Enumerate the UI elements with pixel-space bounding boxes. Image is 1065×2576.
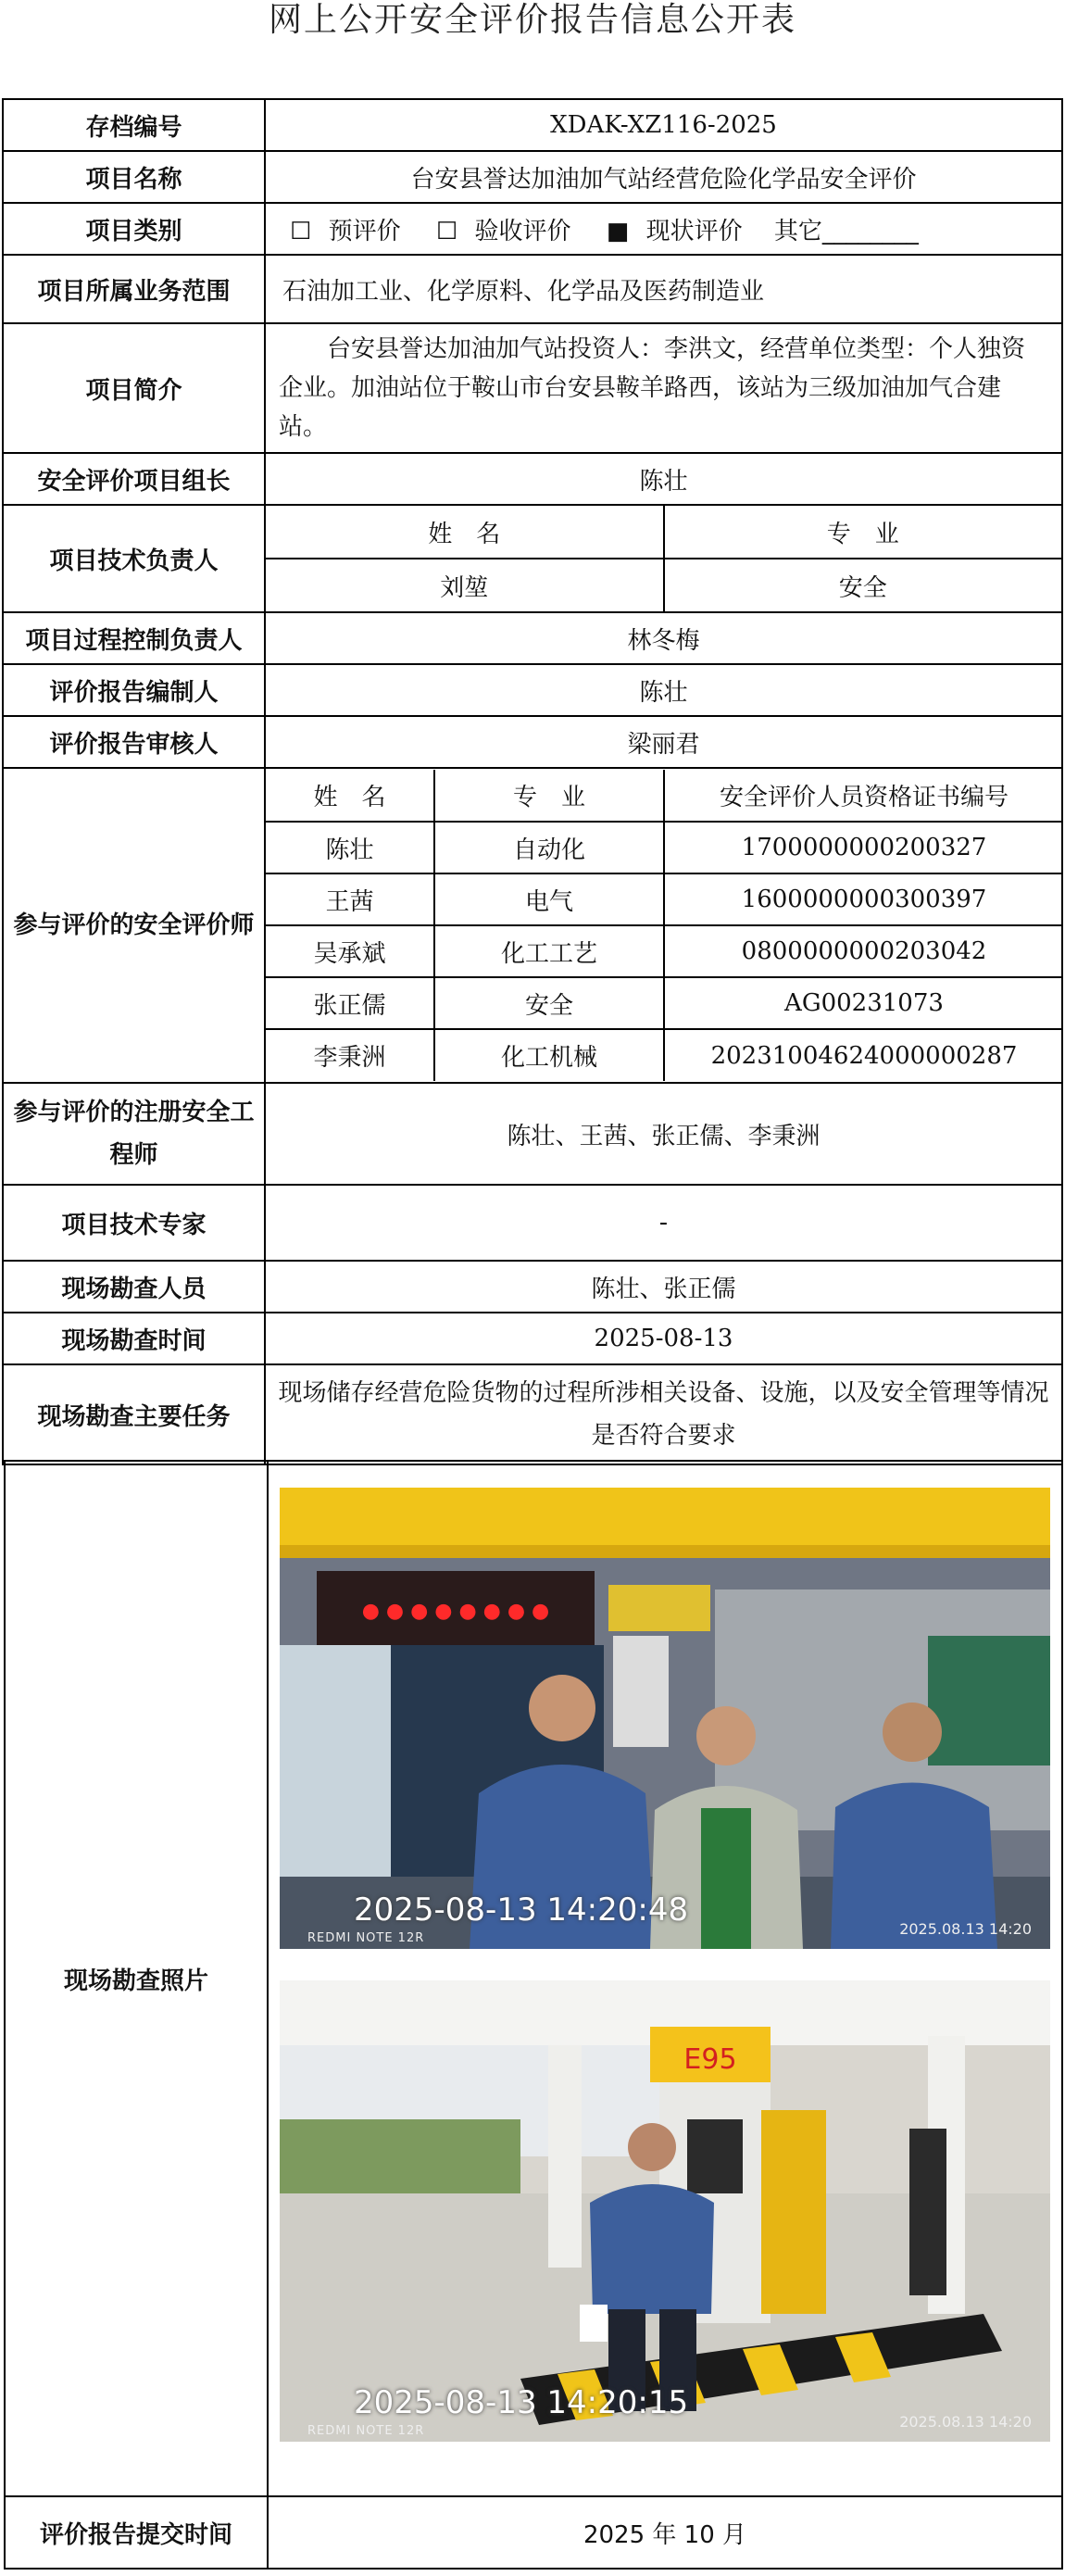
table-row (266, 1029, 1062, 1081)
tech-label: 项目技术负责人 (3, 505, 265, 612)
inspectors-value: 陈壮、张正儒 (265, 1261, 1062, 1313)
evaluator-name: 张正儒 (266, 977, 434, 1029)
tech-major: 安全 (664, 559, 1062, 611)
evaluator-major: 化工工艺 (434, 925, 664, 977)
evaluators-name-header: 姓 名 (266, 770, 434, 822)
tech-cell (265, 505, 1062, 612)
project-type-label: 项目类别 (3, 203, 265, 255)
evaluator-name: 吴承斌 (266, 925, 434, 977)
photo-2-brand: REDMI NOTE 12R (307, 2424, 425, 2438)
table-row (266, 925, 1062, 977)
checkbox-empty-icon: ☐ (435, 217, 458, 245)
table-row (266, 873, 1062, 925)
page-title: 网上公开安全评价报告信息公开表 (268, 1, 796, 39)
inspect-task-label: 现场勘查主要任务 (3, 1364, 265, 1464)
project-name-value: 台安县誉达加油加气站经营危险化学品安全评价 (265, 151, 1062, 203)
evaluators-cell (265, 768, 1062, 1083)
photo-1-image (280, 1488, 1050, 1949)
evaluators-cert-header: 安全评价人员资格证书编号 (664, 770, 1062, 822)
archive-value: XDAK-XZ116-2025 (265, 99, 1062, 151)
leader-label: 安全评价项目组长 (3, 453, 265, 505)
photo-2-timestamp-small: 2025.08.13 14:20 (899, 2413, 1032, 2431)
option-status-eval: 现状评价 (645, 217, 743, 245)
option-other: 其它________ (773, 217, 919, 245)
scope-value: 石油加工业、化学原料、化学品及医药制造业 (265, 255, 1062, 323)
evaluator-major: 电气 (434, 873, 664, 925)
evaluator-name: 陈壮 (266, 822, 434, 873)
compiler-label: 评价报告编制人 (3, 664, 265, 716)
evaluator-cert: 1600000000300397 (664, 873, 1062, 925)
engineers-label: 参与评价的注册安全工程师 (3, 1083, 265, 1185)
evaluator-major: 安全 (434, 977, 664, 1029)
experts-value: - (265, 1185, 1062, 1261)
inspect-time-label: 现场勘查时间 (3, 1313, 265, 1364)
table-row (266, 822, 1062, 873)
option-pre-eval: 预评价 (328, 217, 401, 245)
tech-major-header: 专 业 (664, 506, 1062, 559)
photo-table (4, 1460, 1063, 2570)
reviewer-value: 梁丽君 (265, 716, 1062, 768)
project-name-label: 项目名称 (3, 151, 265, 203)
evaluators-label: 参与评价的安全评价师 (3, 768, 265, 1083)
experts-label: 项目技术专家 (3, 1185, 265, 1261)
option-acceptance-eval: 验收评价 (474, 217, 571, 245)
evaluator-cert: 0800000000203042 (664, 925, 1062, 977)
inspect-time-value: 2025-08-13 (265, 1313, 1062, 1364)
scope-label: 项目所属业务范围 (3, 255, 265, 323)
submit-value: 2025 年 10 月 (268, 2496, 1062, 2569)
evaluator-major: 自动化 (434, 822, 664, 873)
photo-1-timestamp-small: 2025.08.13 14:20 (899, 1920, 1032, 1938)
inspection-photo-1 (280, 1488, 1050, 1949)
e95-sign: E95 (683, 2043, 737, 2076)
info-table (2, 98, 1063, 1465)
evaluator-major: 化工机械 (434, 1029, 664, 1081)
evaluators-major-header: 专 业 (434, 770, 664, 822)
checkbox-empty-icon: ☐ (290, 217, 312, 245)
reviewer-label: 评价报告审核人 (3, 716, 265, 768)
submit-label: 评价报告提交时间 (5, 2496, 268, 2569)
evaluator-cert: 20231004624000000287 (664, 1029, 1062, 1081)
compiler-value: 陈壮 (265, 664, 1062, 716)
brief-value: 台安县誉达加油加气站投资人：李洪文，经营单位类型：个人独资企业。加油站位于鞍山市台安县鞍羊路西，该站为三级加油加气合建站。 (265, 323, 1062, 453)
evaluator-cert: 1700000000200327 (664, 822, 1062, 873)
svg-text:● ● ● ● ● ● ● ●: ● ● ● ● ● ● ● ● (361, 1600, 550, 1623)
process-label: 项目过程控制负责人 (3, 612, 265, 664)
evaluator-cert: AG00231073 (664, 977, 1062, 1029)
photo-1-brand: REDMI NOTE 12R (307, 1931, 425, 1945)
photos-cell (268, 1461, 1062, 2496)
process-value: 林冬梅 (265, 612, 1062, 664)
photo-1-timestamp: 2025-08-13 14:20:48 (354, 1891, 689, 1929)
table-row (266, 977, 1062, 1029)
checkbox-checked-icon: ■ (606, 217, 630, 245)
inspection-photo-2 (280, 1980, 1050, 2442)
tech-name: 刘堃 (266, 559, 664, 611)
engineers-value: 陈壮、王茜、张正儒、李秉洲 (265, 1083, 1062, 1185)
evaluator-name: 王茜 (266, 873, 434, 925)
project-type-options (265, 203, 1062, 255)
brief-label: 项目简介 (3, 323, 265, 453)
inspectors-label: 现场勘查人员 (3, 1261, 265, 1313)
photos-label: 现场勘查照片 (5, 1461, 268, 2496)
evaluator-name: 李秉洲 (266, 1029, 434, 1081)
photo-2-image (280, 1980, 1050, 2442)
inspect-task-value: 现场储存经营危险货物的过程所涉相关设备、设施，以及安全管理等情况是否符合要求 (265, 1364, 1062, 1464)
tech-name-header: 姓 名 (266, 506, 664, 559)
photo-2-timestamp: 2025-08-13 14:20:15 (354, 2384, 689, 2421)
archive-label: 存档编号 (3, 99, 265, 151)
leader-value: 陈壮 (265, 453, 1062, 505)
